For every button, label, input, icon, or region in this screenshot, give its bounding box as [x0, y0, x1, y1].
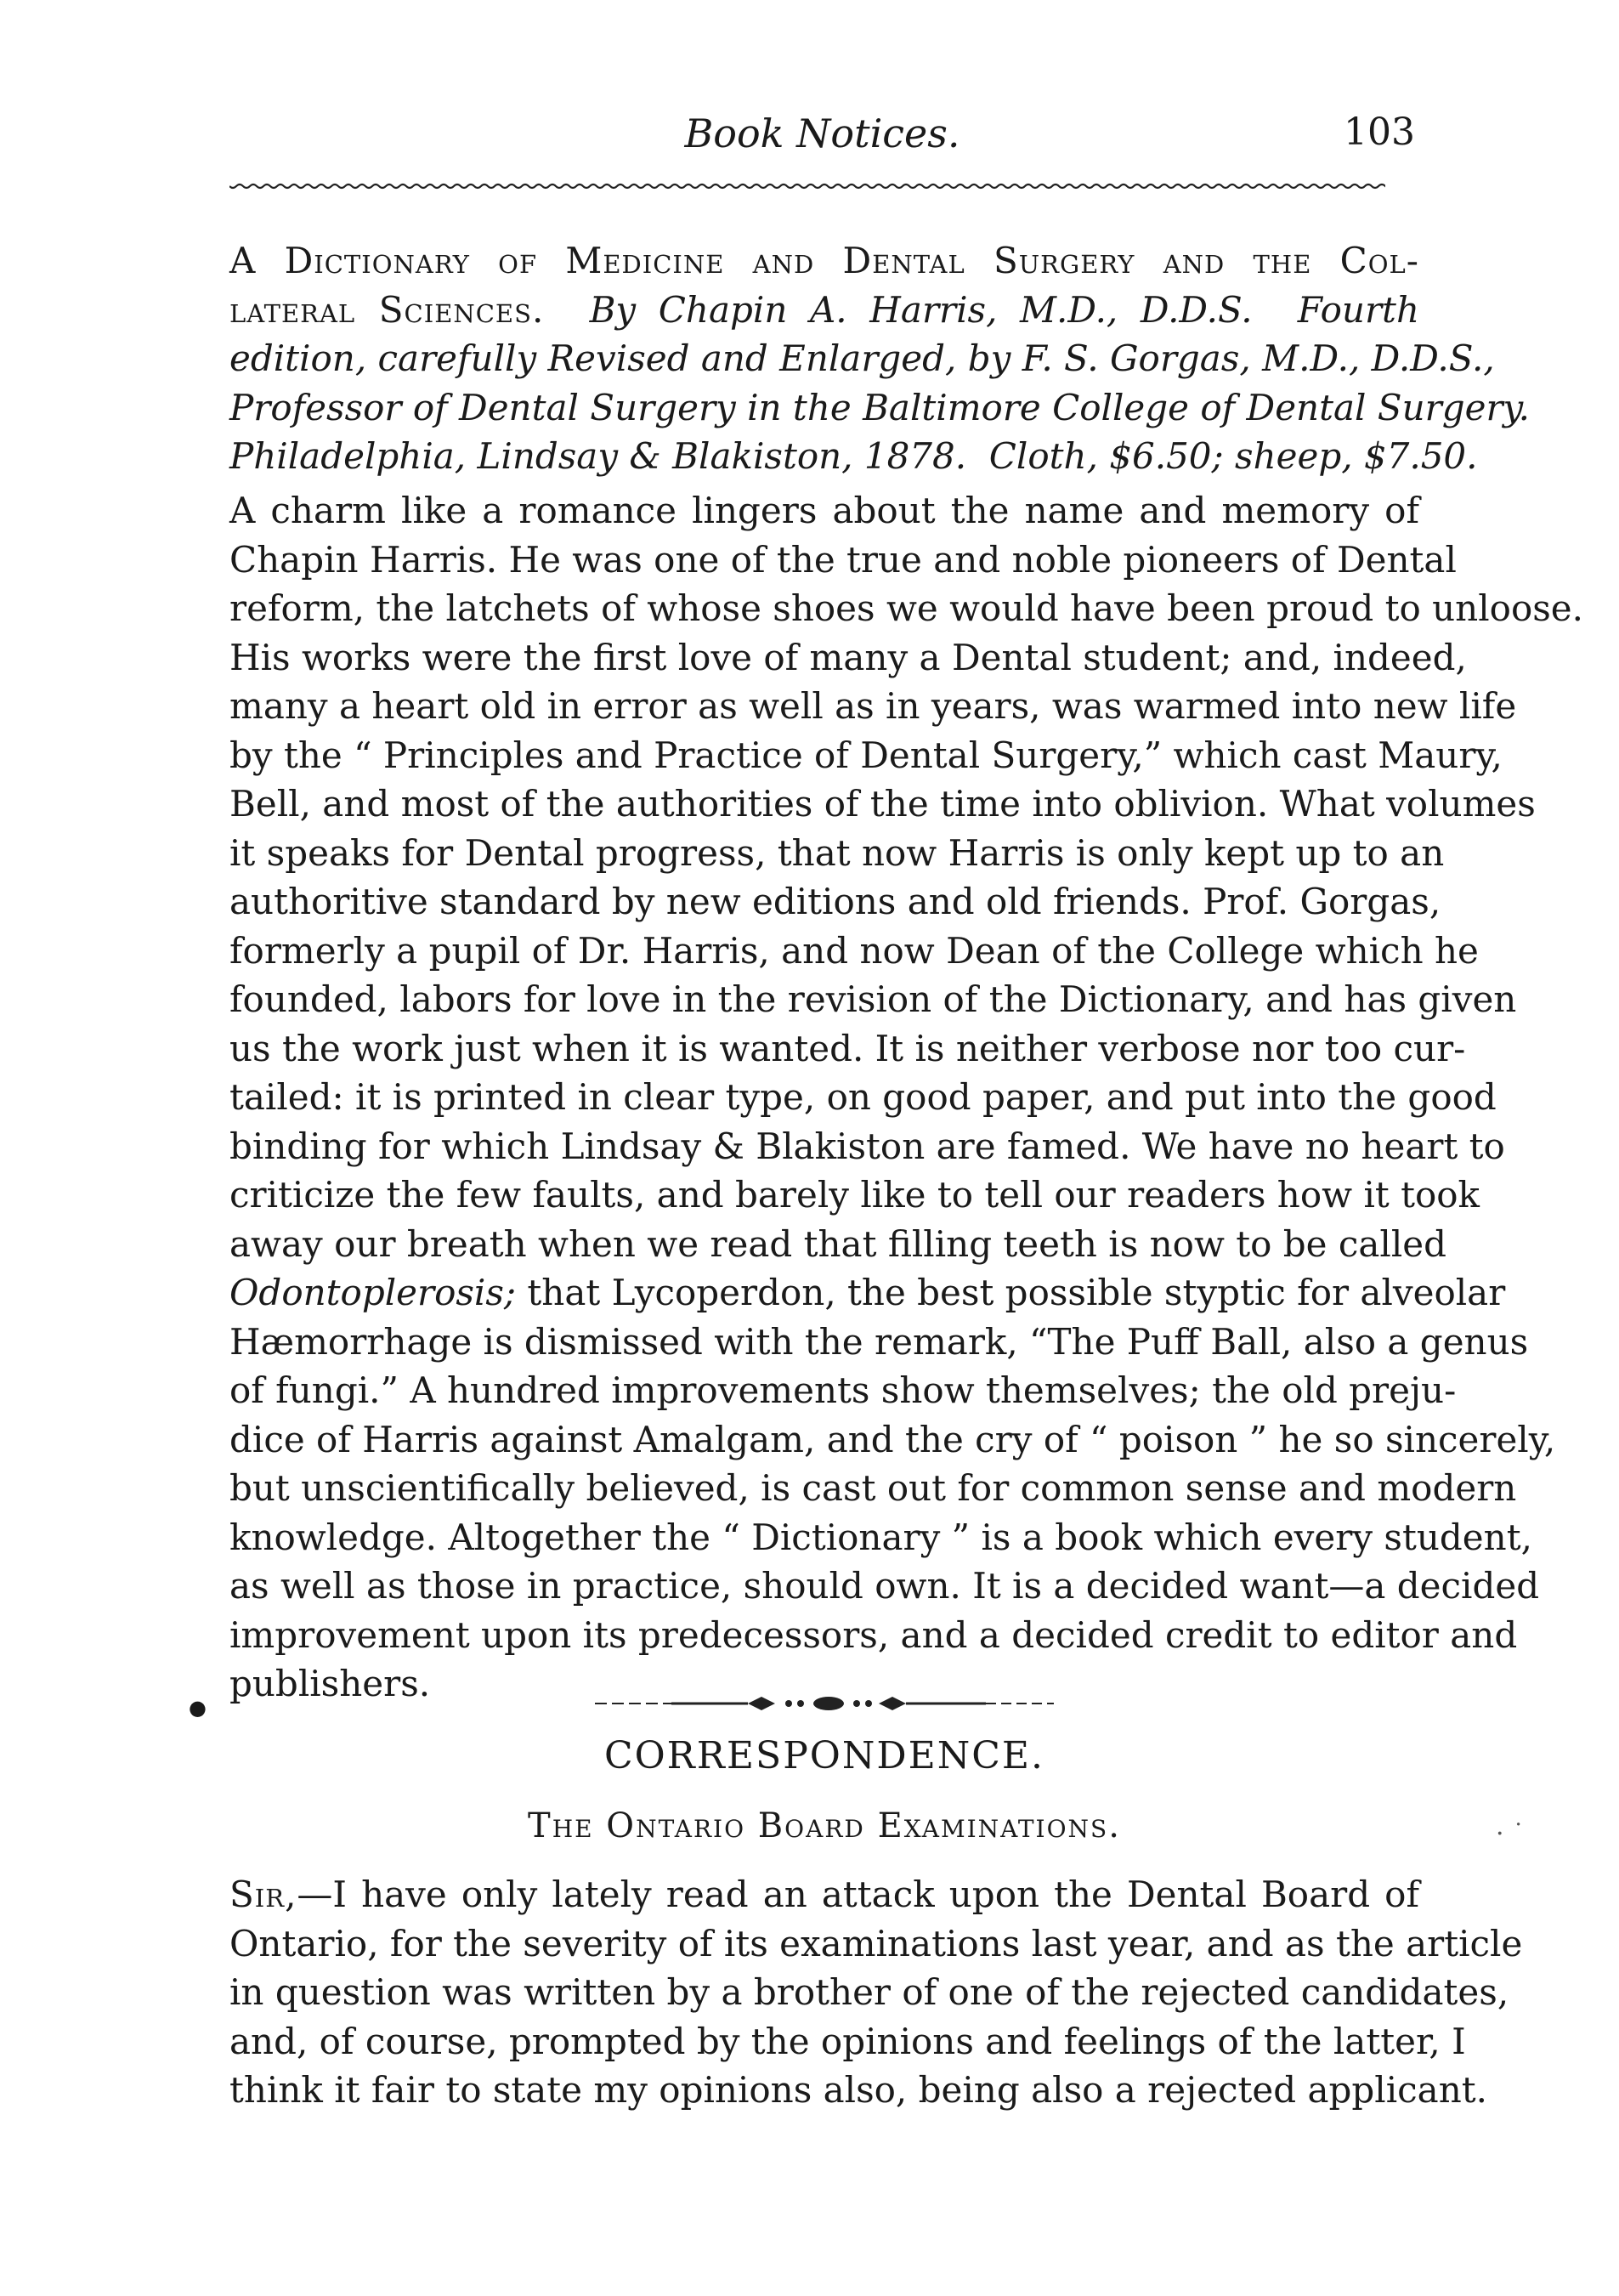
entry-line-3: edition, carefully Revised and Enlarged, by F. S. Gorgas, M.D., D.D.S., [229, 337, 1495, 379]
review-line-8: it speaks for Dental progress, that now Harris is only kept up to an [229, 831, 1445, 874]
review-line-6: by the “ Principles and Practice of Dental Surgery,” which cast Maury, [229, 734, 1503, 776]
running-title: Book Notices. [684, 111, 960, 156]
review-line-25: publishers. [229, 1663, 431, 1704]
review-line-1: A charm like a romance lingers about the name and memory of [229, 490, 1419, 531]
review-line-5: many a heart old in error as well as in years, was warmed into new life [229, 685, 1517, 727]
correspondence-subheading: The Ontario Board Examinations. [528, 1806, 1121, 1845]
letter-paragraph [229, 1870, 1523, 2115]
page-number: 103 [1344, 111, 1415, 154]
review-line-21: but unscientifically believed, is cast out for common sense and modern [229, 1467, 1517, 1509]
review-line-24: improvement upon its predecessors, and a decided credit to editor and [229, 1613, 1518, 1656]
stray-marks: · ˙ [1496, 1819, 1526, 1849]
review-line-10: formerly a pupil of Dr. Harris, and now Dean of the College which he [229, 929, 1479, 972]
review-line-12: us the work just when it is wanted. It is neither verbose nor too cur- [229, 1027, 1466, 1069]
book-entry [229, 236, 1531, 481]
review-line-14: binding for which Lindsay & Blakiston are famed. We have no heart to [229, 1125, 1505, 1167]
review-line-4: His works were the first love of many a Dental student; and, indeed, [229, 636, 1467, 678]
entry-line-4: Professor of Dental Surgery in the Baltimore College of Dental Surgery. [229, 386, 1531, 428]
review-line-2: Chapin Harris. He was one of the true and noble pioneers of Dental [229, 538, 1457, 581]
entry-line-1: A Dictionary of Medicine and Dental Surgery and the Col- [229, 240, 1419, 281]
review-paragraph [229, 486, 1583, 1709]
header-wavy-rule [229, 180, 1385, 192]
review-line-16: away our breath when we read that filling teeth is now to be called [229, 1222, 1447, 1265]
running-head [229, 111, 1415, 162]
review-line-9: authoritive standard by new editions and old friends. Prof. Gorgas, [229, 881, 1441, 922]
review-line-3: reform, the latchets of whose shoes we would have been proud to unloose. [229, 587, 1583, 629]
review-line-23: as well as those in practice, should own. It is a decided want—a decided [229, 1565, 1540, 1607]
review-line-18: Hæmorrhage is dismissed with the remark, “The Puff Ball, also a genus [229, 1320, 1529, 1363]
review-line-22: knowledge. Altogether the “ Dictionary ” is a book which every student, [229, 1516, 1532, 1558]
letter-line-1: Sir,—I have only lately read an attack upon the Dental Board of [229, 1874, 1419, 1915]
letter-line-3: in question was written by a brother of one of the rejected candidates, [229, 1971, 1509, 2013]
review-line-15: criticize the few faults, and barely like to tell our readers how it took [229, 1174, 1480, 1216]
review-line-17: Odontoplerosis; that Lycoperdon, the best possible styptic for alveolar [229, 1272, 1506, 1313]
review-line-7: Bell, and most of the authorities of the time into oblivion. What volumes [229, 783, 1536, 825]
entry-line-2: lateral Sciences. By Chapin A. Harris, M.D., D.D.S. Fourth [229, 288, 1419, 331]
letter-line-2: Ontario, for the severity of its examinations last year, and as the article [229, 1922, 1523, 1964]
margin-bullet: ● [189, 1696, 207, 1720]
correspondence-heading: CORRESPONDENCE. [603, 1734, 1045, 1777]
letter-line-5: think it fair to state my opinions also, being also a rejected applicant. [229, 2069, 1487, 2111]
review-line-19: of fungi.” A hundred improvements show themselves; the old preju- [229, 1369, 1457, 1411]
entry-line-5: Philadelphia, Lindsay & Blakiston, 1878. Cloth, $6.50; sheep, $7.50. [229, 435, 1478, 477]
review-line-13: tailed: it is printed in clear type, on good paper, and put into the good [229, 1076, 1497, 1118]
letter-line-4: and, of course, prompted by the opinions and feelings of the latter, I [229, 2020, 1466, 2062]
review-line-20: dice of Harris against Amalgam, and the cry of “ poison ” he so sincerely, [229, 1418, 1556, 1460]
section-ornament [595, 1693, 1054, 1714]
review-line-11: founded, labors for love in the revision of the Dictionary, and has given [229, 978, 1517, 1020]
